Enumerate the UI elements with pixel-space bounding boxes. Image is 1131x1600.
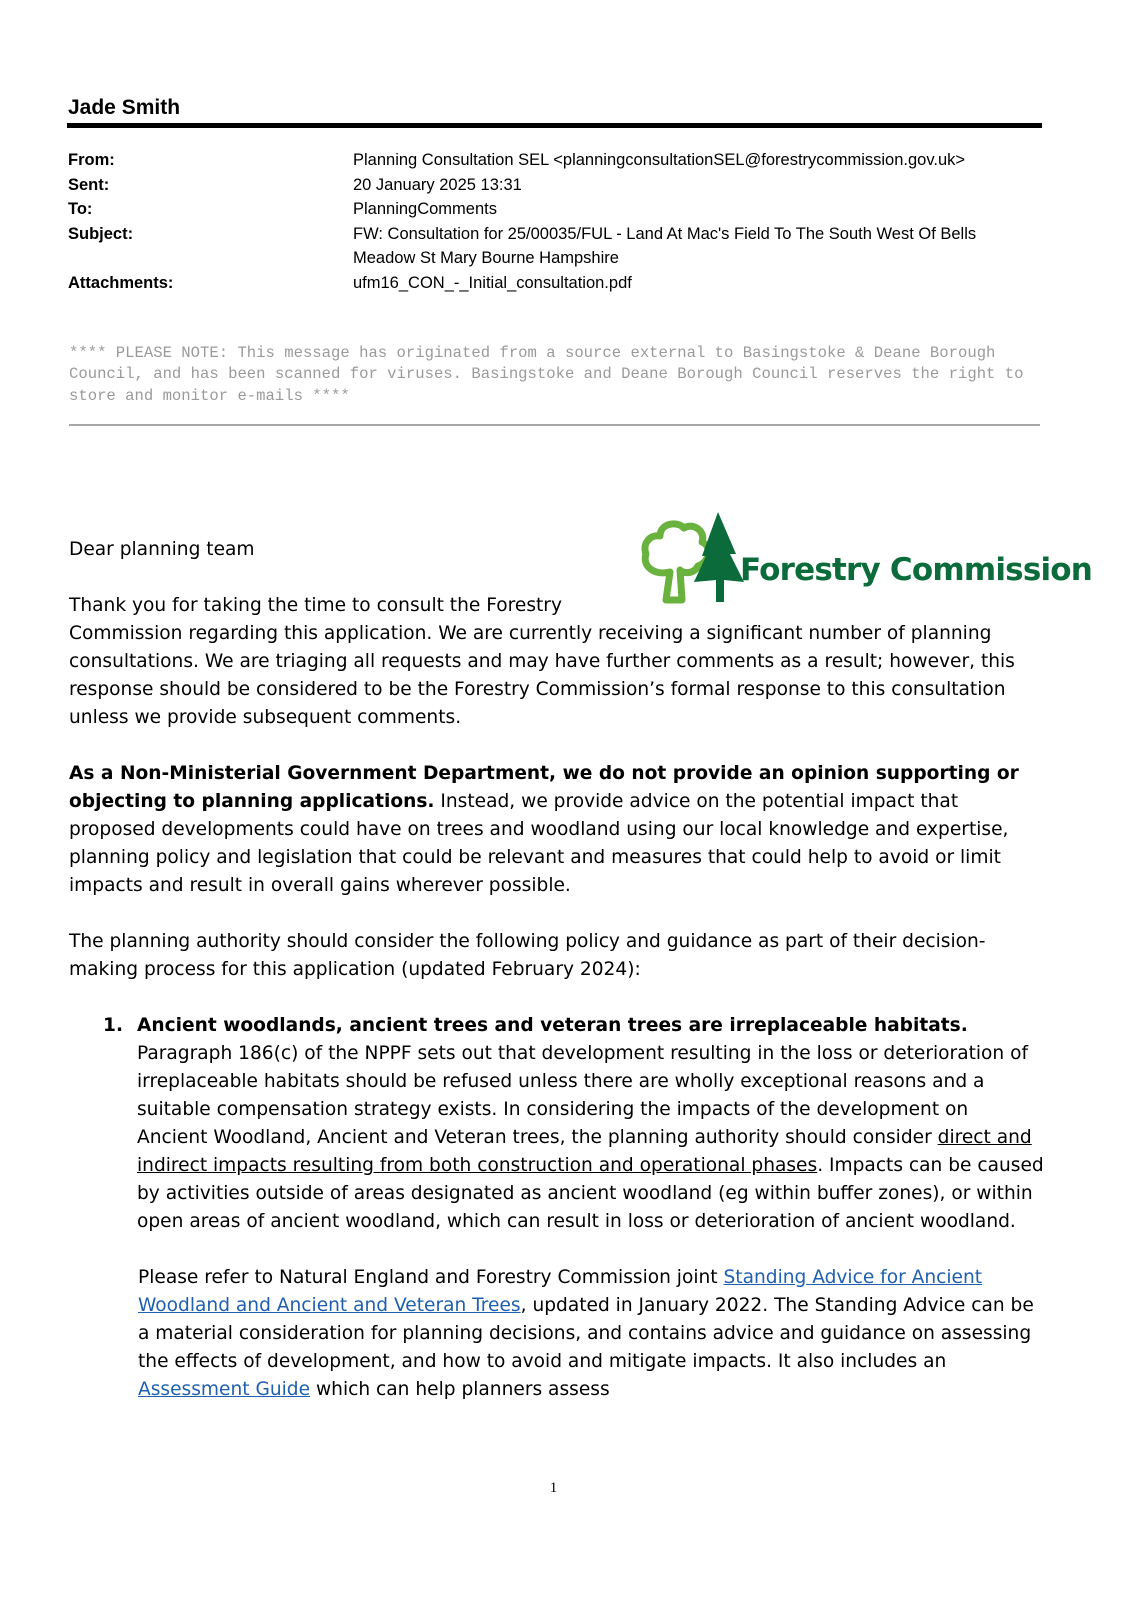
external-notice: **** PLEASE NOTE: This message has originated from a source external to Basingstoke & Deane Borough Council, and has been scanned for viruses. Basingstoke and Deane Borough Council reserves the right to store and monitor e-mails **** — [69, 344, 1024, 405]
role-text: Instead, we provide advice on the potential impact that proposed developments could have on trees and woodland using our local knowledge and expertise, planning policy and legislation that could be relevant and measures that could help to avoid or limit impacts and result in overall gains wherever possible. — [69, 791, 1009, 896]
page-title: Jade Smith — [68, 96, 181, 119]
oak-tree-icon — [645, 524, 708, 600]
header-value: 20 January 2025 13:31 — [353, 175, 522, 194]
svg-text:Forestry Commission: Forestry Commission — [740, 552, 1093, 588]
email-body — [69, 536, 1093, 1432]
item-heading: Ancient woodlands, ancient trees and veteran trees are irreplaceable habitats. — [137, 1015, 968, 1036]
header-label: Attachments: — [68, 273, 174, 292]
page-number: 1 — [549, 1480, 558, 1496]
paragraph-standing-advice — [69, 1264, 1044, 1404]
header-value: FW: Consultation for 25/00035/FUL - Land At Mac's Field To The South West Of Bells Meadow St Mary Bourne Hampshire — [353, 224, 977, 268]
forestry-commission-logo — [640, 510, 1093, 604]
header-label: Subject: — [68, 224, 134, 243]
list-number: 1. — [103, 1015, 124, 1036]
paragraph-intro: Thank you for taking the time to consult the Forestry Commission regarding this application. We are currently receiving a significant number of planning consultations. We are triaging all requests and may have further comments as a result; however, this response should be considered to be the Forestry Commission’s formal response to this consultation unless we provide subsequent comments. — [69, 595, 1015, 728]
policy-list — [69, 1012, 1044, 1236]
attachment-link[interactable]: ufm16_CON_-_Initial_consultation.pdf — [353, 273, 632, 292]
paragraph-role — [69, 760, 1044, 900]
email-header — [68, 148, 1043, 296]
header-row-to — [68, 197, 1043, 222]
notice-rule — [69, 424, 1040, 426]
header-value: Planning Consultation SEL <planningconsultationSEL@forestrycommission.gov.uk> — [353, 151, 966, 169]
header-row-sent — [68, 173, 1043, 198]
item-underlined-text: direct and indirect impacts resulting from both construction and operational phases — [137, 1127, 1032, 1176]
header-label: To: — [68, 200, 93, 219]
header-row-attachments — [68, 271, 1043, 296]
item-text: Paragraph 186(c) of the NPPF sets out that development resulting in the loss or deterioration of irreplaceable habitats should be refused unless there are wholly exceptional reasons and a suitable compensation strategy exists. In considering the impacts of the development on Ancient Woodland, Ancient and Veteran trees, the planning authority should consider — [137, 1043, 1029, 1148]
title-rule — [67, 123, 1042, 128]
header-value: PlanningComments — [353, 200, 497, 219]
pine-tree-icon — [694, 512, 744, 602]
list-item — [69, 1012, 1044, 1236]
header-row-subject — [68, 222, 1043, 271]
header-label: From: — [68, 151, 115, 169]
paragraph-policy: The planning authority should consider the following policy and guidance as part of their decision-making process for this application (updated February 2024): — [69, 931, 986, 980]
standing-advice-link[interactable]: Standing Advice for Ancient Woodland and Ancient and Veteran Trees — [138, 1267, 983, 1316]
role-statement: As a Non-Ministerial Government Department, we do not provide an opinion supporting or objecting to planning applications. — [69, 763, 1019, 812]
text: Please refer to Natural England and Forestry Commission joint — [138, 1267, 724, 1288]
header-row-from — [68, 148, 1043, 173]
text: which can help planners assess — [310, 1379, 610, 1400]
text: , updated in January 2022. The Standing Advice can be a material consideration for planning decisions, and contains advice and guidance on assessing the effects of development, and how to avoid and mitigate impacts. It also includes an — [138, 1295, 1034, 1372]
greeting: Dear planning team — [69, 539, 255, 560]
assessment-guide-link[interactable]: Assessment Guide — [138, 1379, 311, 1400]
item-text: . Impacts can be caused by activities outside of areas designated as ancient woodland (eg within buffer zones), or within open areas of ancient woodland, which can result in loss or deterioration of ancient woodland. — [137, 1155, 1044, 1232]
header-label: Sent: — [68, 175, 110, 194]
